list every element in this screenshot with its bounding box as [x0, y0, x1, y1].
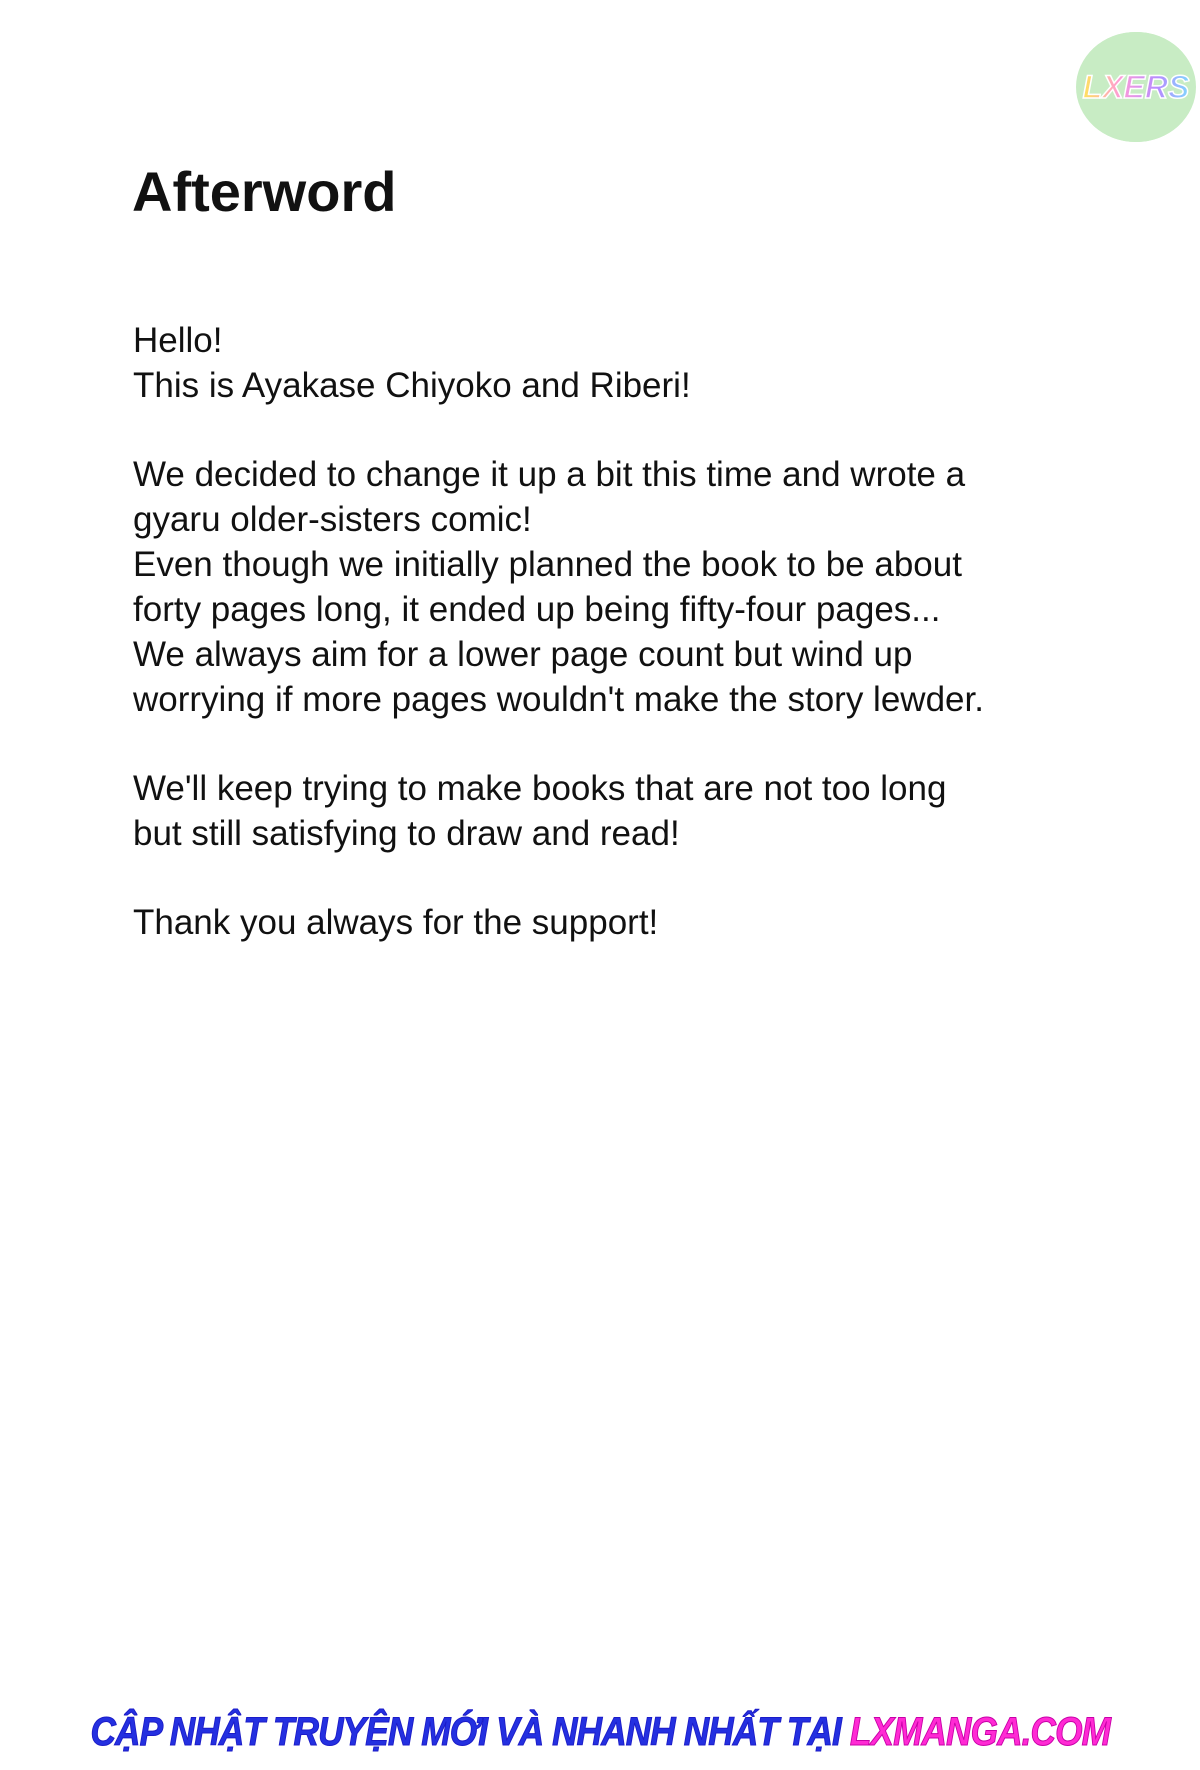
- text-line: forty pages long, it ended up being fifty-four pages...: [133, 590, 941, 629]
- paragraph-gap: [133, 722, 1093, 766]
- logo-text: LXERS: [1082, 69, 1190, 105]
- footer-banner: [0, 1702, 1200, 1762]
- text-line: but still satisfying to draw and read!: [133, 814, 680, 853]
- page-title: Afterword: [132, 160, 397, 223]
- footer-update-text: CẬP NHẬT TRUYỆN MỚI VÀ NHANH NHẤT TẠI: [90, 1709, 841, 1754]
- text-line: We decided to change it up a bit this time and wrote a: [133, 455, 966, 494]
- paragraph-gap: [133, 856, 1093, 900]
- text-line: We'll keep trying to make books that are not too long: [133, 769, 947, 808]
- text-line: We always aim for a lower page count but wind up: [133, 635, 913, 674]
- footer-site-link[interactable]: LXMANGA.COM: [849, 1709, 1110, 1754]
- footer-text: [90, 1710, 1110, 1755]
- afterword-body: [133, 318, 1093, 945]
- text-line: This is Ayakase Chiyoko and Riberi!: [133, 366, 691, 405]
- paragraph-gap: [133, 408, 1093, 452]
- text-line: Even though we initially planned the book to be about: [133, 545, 962, 584]
- text-line: gyaru older-sisters comic!: [133, 500, 532, 539]
- text-line: Hello!: [133, 321, 223, 360]
- text-line: Thank you always for the support!: [133, 903, 659, 942]
- lxers-logo-icon: [1076, 32, 1196, 142]
- text-line: worrying if more pages wouldn't make the story lewder.: [133, 680, 984, 719]
